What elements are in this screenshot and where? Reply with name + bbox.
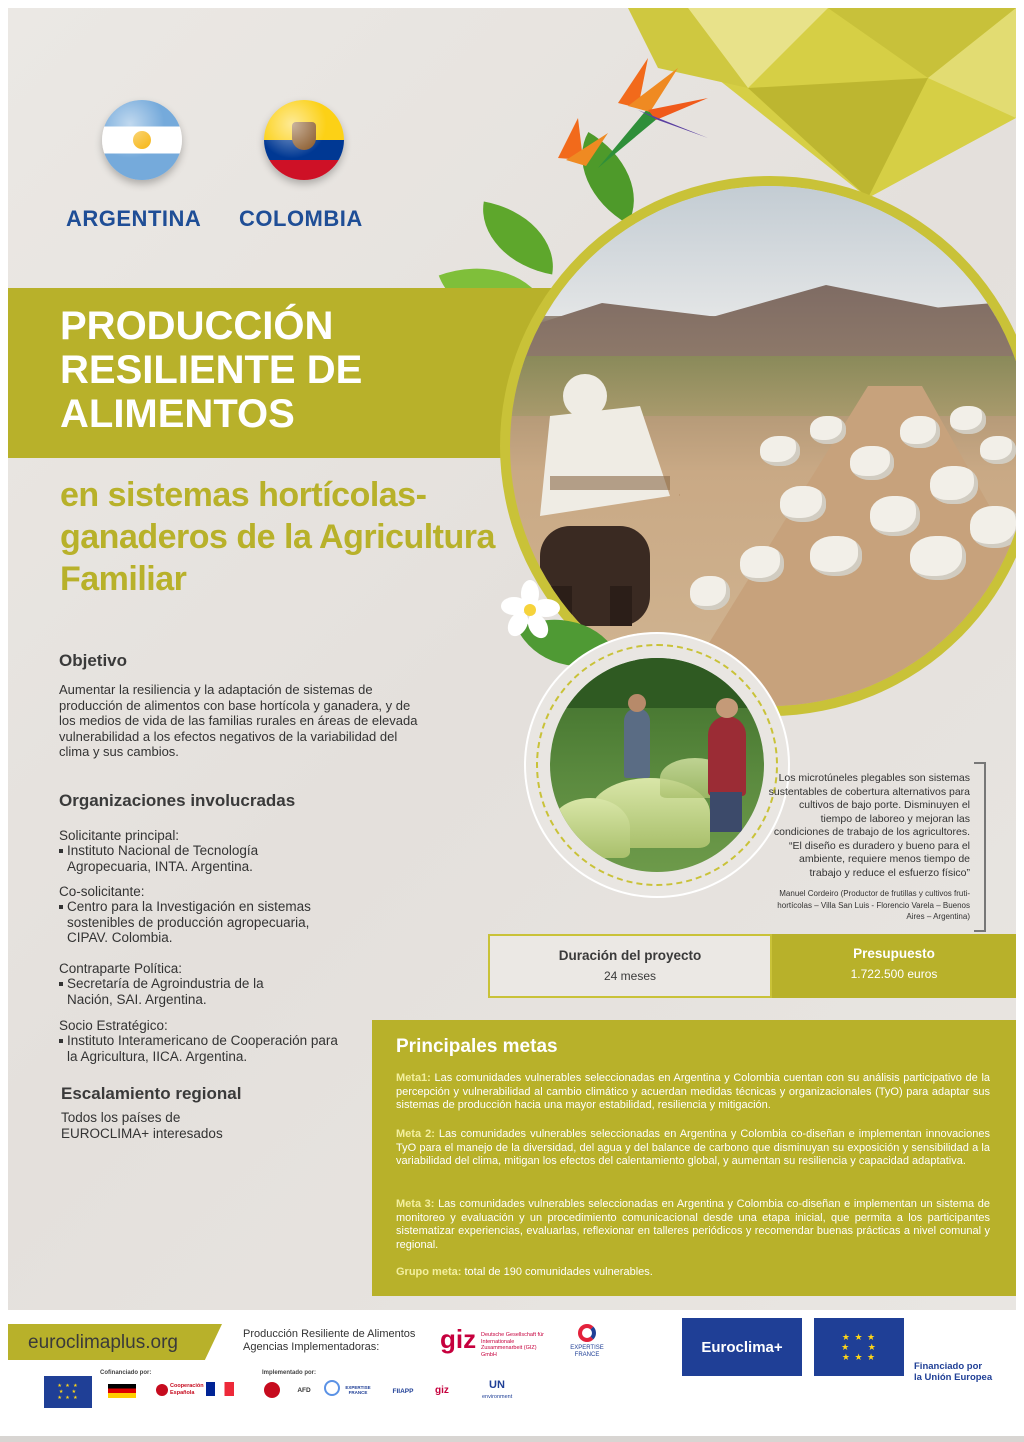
budget-title: Presupuesto bbox=[853, 946, 935, 961]
photo-caption-author: Manuel Cordeiro (Productor de frutillas y cultivos fruti-hortícolas – Villa San Luis - Florencio Varela – Buenos Aires – Argentina) bbox=[777, 889, 970, 921]
euroclima-logo-text: Euroclima+ bbox=[701, 1338, 783, 1356]
fiiapp-logo: FIIAPP bbox=[392, 1387, 414, 1395]
caption-bracket bbox=[974, 762, 986, 932]
website-link[interactable]: euroclimaplus.org bbox=[28, 1332, 178, 1353]
expertise-france-logo bbox=[565, 1324, 609, 1366]
footer bbox=[0, 1310, 1024, 1442]
country-colombia: COLOMBIA bbox=[239, 206, 363, 231]
org-item-co: Centro para la Investigación en sistemas sostenibles de producción agropecuaria, CIPAV. Colombia. bbox=[59, 899, 349, 946]
org-label-strategic: Socio Estratégico: bbox=[59, 1018, 168, 1033]
cooperacion-espanola-icon bbox=[156, 1384, 168, 1396]
expertise-france-text: EXPERTISE FRANCE bbox=[570, 1345, 604, 1358]
org-label-policy: Contraparte Política: bbox=[59, 961, 183, 976]
un-environment-text: environment bbox=[482, 1394, 513, 1400]
org-item-strategic: Instituto Interamericano de Cooperación para la Agricultura, IICA. Argentina. bbox=[59, 1033, 349, 1064]
scaling-text: Todos los países de EUROCLIMA+ interesados bbox=[61, 1110, 223, 1141]
giz-small-logo: giz bbox=[435, 1384, 449, 1396]
duration-value: 24 meses bbox=[603, 969, 657, 983]
giz-logo: giz bbox=[440, 1324, 477, 1354]
goal-2-label: Meta 2: bbox=[396, 1128, 435, 1140]
goal-1-label: Meta1: bbox=[396, 1072, 431, 1084]
goals-heading: Principales metas bbox=[396, 1036, 558, 1057]
country-argentina: ARGENTINA bbox=[66, 206, 202, 231]
objective-text: Aumentar la resiliencia y la adaptación de sistemas de producción de alimentos con base hortícola y ganadera, y de los medios de vida de las familias rurales en áreas de elevada vulnerabilidad a los efectos negativos de la variabilidad del clima y sus cambios. bbox=[59, 682, 418, 759]
un-emblem-icon bbox=[324, 1380, 340, 1396]
expertise-france-icon bbox=[578, 1324, 596, 1342]
objective-heading: Objetivo bbox=[59, 651, 128, 670]
euroclima-logo bbox=[682, 1318, 802, 1376]
secondary-photo-microtunnels bbox=[550, 658, 764, 872]
scaling-heading: Escalamiento regional bbox=[61, 1084, 242, 1103]
cofinanced-label: Cofinanciado por: bbox=[100, 1370, 152, 1376]
photo-caption: Los microtúneles plegables son sistemas sustentables de cobertura alternativos para cultivos de bajo porte. Disminuyen el tiempo de laboreo y mejoran las condiciones de trabajo de los agricultores. “El diseño es duradero y bueno para el ambiente, requiere menos tiempo de trabajo y reduce el esfuerzo físico” bbox=[768, 772, 970, 879]
goal-3-label: Meta 3: bbox=[396, 1198, 435, 1210]
france-logo-icon bbox=[206, 1382, 234, 1396]
goal-2-text: Las comunidades vulnerables seleccionadas en Argentina y Colombia co-diseñan e implementan innovaciones TyO para el manejo de la diversidad, del agua y del balance de carbono que disminuyan su exposición y sensibilidad a la variabilidad del clima, mitigan los efectos del calentamiento global, y aumentan su resiliencia y capacidad adaptativa. bbox=[396, 1128, 990, 1167]
financed-line-1: Financiado por bbox=[914, 1361, 983, 1372]
eu-flag-small-icon: ★ ★ ★ ★ ★ ★ ★ ★ bbox=[44, 1376, 92, 1408]
goal-3 bbox=[396, 1198, 990, 1252]
duration-box bbox=[488, 934, 772, 998]
bottom-strip bbox=[0, 1436, 1024, 1442]
target-group-label: Grupo meta: bbox=[396, 1266, 462, 1278]
duration-title: Duración del proyecto bbox=[558, 948, 702, 963]
goals-panel bbox=[372, 1020, 1016, 1296]
budget-box bbox=[772, 934, 1016, 998]
target-group bbox=[396, 1266, 990, 1280]
goal-3-text: Las comunidades vulnerables seleccionadas en Argentina y Colombia co-diseñan e implementan un sistema de monitoreo y evaluación y un procedimiento comunicacional desde una etapa inicial, que permita a los participantes sistematizar experiencias, evaluarlas, reflexionar en talleres periódicos y recomendar buenas prácticas a nivel comunal y regional. bbox=[396, 1198, 990, 1251]
implemented-label: Implementado por: bbox=[262, 1370, 317, 1376]
org-item-policy: Secretaría de Agroindustria de la Nación, SAI. Argentina. bbox=[59, 976, 289, 1007]
afd-logo: AFD bbox=[297, 1386, 311, 1394]
agencies-line-1: Producción Resiliente de Alimentos bbox=[243, 1328, 416, 1340]
argentina-flag-icon bbox=[102, 100, 182, 180]
plumeria-flower-icon bbox=[500, 580, 560, 640]
poster bbox=[8, 8, 1016, 1310]
bird-of-paradise-flower-icon bbox=[538, 48, 728, 198]
financed-line-2: la Unión Europea bbox=[914, 1372, 993, 1383]
goal-1-text: Las comunidades vulnerables seleccionadas en Argentina y Colombia cuentan con su análisis participativo de la percepción y vulnerabilidad al cambio climático y acuerdan medidas técnicas y organizacionales (TyO) para adaptar sus sistemas de producción hacia una mayor estabilidad, resiliencia y mitigación. bbox=[396, 1072, 991, 1111]
target-group-text: total de 190 comunidades vulnerables. bbox=[464, 1266, 653, 1278]
colombia-flag-icon bbox=[264, 100, 344, 180]
cooperacion-espanola-logo bbox=[156, 1382, 202, 1400]
org-label-lead: Solicitante principal: bbox=[59, 828, 180, 843]
expertise-france-small-logo: EXPERTISE FRANCE bbox=[345, 1385, 371, 1395]
un-environment-logo: UN bbox=[489, 1379, 505, 1391]
goal-2 bbox=[396, 1128, 990, 1169]
aecid-logo-icon bbox=[264, 1382, 280, 1398]
goal-1 bbox=[396, 1072, 990, 1113]
page-subtitle: en sistemas hortícolas-ganaderos de la Agricultura Familiar bbox=[60, 476, 495, 598]
eu-flag-icon: ★ ★ ★ ★ ★ ★ ★ ★ bbox=[814, 1318, 904, 1376]
budget-value: 1.722.500 euros bbox=[850, 967, 938, 981]
organizations-heading: Organizaciones involucradas bbox=[59, 791, 296, 810]
cooperacion-espanola-text: Cooperación Española bbox=[170, 1383, 204, 1396]
agencies-line-2: Agencias Implementadoras: bbox=[243, 1341, 380, 1353]
page-title: PRODUCCIÓN RESILIENTE DE ALIMENTOS bbox=[60, 304, 363, 436]
org-label-co: Co-solicitante: bbox=[59, 884, 145, 899]
germany-logo-icon bbox=[108, 1384, 136, 1398]
giz-logo-text: Deutsche Gesellschaft für Internationale Zusammenarbeit (GIZ) GmbH bbox=[481, 1332, 544, 1358]
org-item-lead: Instituto Nacional de Tecnología Agropecuaria, INTA. Argentina. bbox=[59, 843, 299, 874]
